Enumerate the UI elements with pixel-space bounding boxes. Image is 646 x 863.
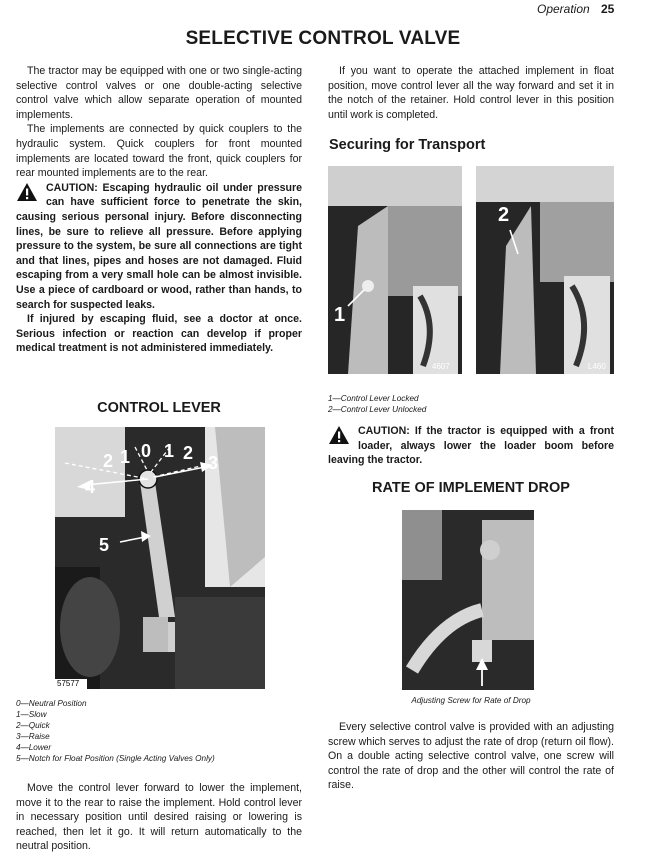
rate-of-drop-caption: Adjusting Screw for Rate of Drop: [411, 696, 531, 705]
caption-item: 1—Control Lever Locked: [328, 394, 419, 403]
control-lever-heading: CONTROL LEVER: [97, 400, 221, 416]
rate-of-drop-heading: RATE OF IMPLEMENT DROP: [372, 480, 570, 496]
transport-heading: Securing for Transport: [329, 137, 486, 153]
control-lever-photo: [55, 427, 265, 689]
lever-label-1-left: 1: [120, 447, 131, 467]
lever-locked-illustration: [328, 166, 462, 374]
float-position-paragraph: If you want to operate the attached implement in float position, move control lever all the way forward and set it in the notch of the retainer. Hold control lever in this position until work is completed.: [328, 65, 614, 121]
transport-captions: [328, 393, 614, 415]
legend-item: 1—Slow: [16, 710, 47, 719]
intro-paragraph: The tractor may be equipped with one or two single-acting selective control valves or one double-acting selective control valve which allow separate operation of mounted implements.: [16, 65, 302, 121]
lever-label-1-right: 1: [164, 441, 175, 461]
photo-lever-locked: [328, 166, 462, 374]
lever-label-2-left: 2: [103, 451, 114, 471]
page-number: 25: [601, 2, 615, 16]
injury-warning: If injured by escaping fluid, see a doctor at once. Serious infection or reaction can develop if proper medical treatment is not administered immediately.: [16, 313, 302, 355]
photo1-number: 4607: [432, 362, 450, 371]
warning-icon: [16, 182, 38, 202]
lever-label-2-right: 2: [183, 443, 194, 463]
couplers-paragraph: The implements are connected by quick couplers to the hydraulic system. Quick couplers for front mounted implements are located toward the front, quick couplers for rear mounted implements are to the rear.: [16, 123, 302, 180]
control-lever-illustration: [55, 427, 265, 689]
legend-item: 2—Quick: [16, 721, 50, 730]
rate-of-drop-photo: [402, 510, 534, 690]
control-lever-legend: [16, 698, 306, 764]
caution-loader-text: CAUTION: If the tractor is equipped with a front loader, always lower the loader boom before leaving the tractor.: [328, 425, 614, 467]
warning-icon: [328, 425, 350, 445]
caution-hydraulic-text: CAUTION: Escaping hydraulic oil under pressure can have sufficient force to penetrate the skin, causing serious personal injury. Before disconnecting lines, be sure to relieve all pressure. Before applying pressure to the system, be sure all connections are tight and that lines, pipes and hoses are not damaged. Fluid escaping from a very small hole can be almost invisible. Use a piece of cardboard or wood, rather than hands, to search for suspected leaks.: [16, 181, 302, 311]
caption-item: 2—Control Lever Unlocked: [328, 405, 427, 414]
figure-number: 57577: [57, 679, 80, 688]
photo1-label: 1: [334, 304, 346, 326]
lever-label-3: 3: [208, 453, 219, 473]
legend-item: 4—Lower: [16, 743, 52, 752]
lever-unlocked-illustration: [476, 166, 614, 374]
lever-label-4: 4: [85, 477, 96, 497]
left-column-intro: [16, 64, 302, 356]
lever-label-0: 0: [141, 441, 152, 461]
caution-hydraulic: [16, 181, 302, 312]
lever-operation-paragraph: Move the control lever forward to lower the implement, move it to the rear to raise the implement. Hold control lever in necessary position until desired raising or lowering is reached, then let it go. It will return automatically to the neutral position.: [16, 782, 302, 853]
float-position-text: [328, 64, 614, 122]
lever-operation-text: [16, 781, 302, 854]
caution-front-loader: [328, 424, 614, 468]
rate-of-drop-text: [328, 720, 614, 793]
photo-lever-unlocked: [476, 166, 614, 374]
running-header-section: Operation: [537, 2, 590, 16]
rate-of-drop-paragraph: Every selective control valve is provided with an adjusting screw which serves to adjust the rate of drop (return oil flow). On a double acting selective control valve, one screw will control the rate of drop and the other will control the rate of raise.: [328, 721, 614, 792]
photo2-number: L460: [588, 362, 606, 371]
page-title: SELECTIVE CONTROL VALVE: [185, 28, 461, 49]
photo2-label: 2: [498, 204, 510, 226]
lever-label-5: 5: [99, 535, 110, 555]
adjusting-screw-illustration: [402, 510, 534, 690]
legend-item: 5—Notch for Float Position (Single Acting Valves Only): [16, 754, 215, 763]
legend-item: 3—Raise: [16, 732, 50, 741]
legend-item: 0—Neutral Position: [16, 699, 87, 708]
